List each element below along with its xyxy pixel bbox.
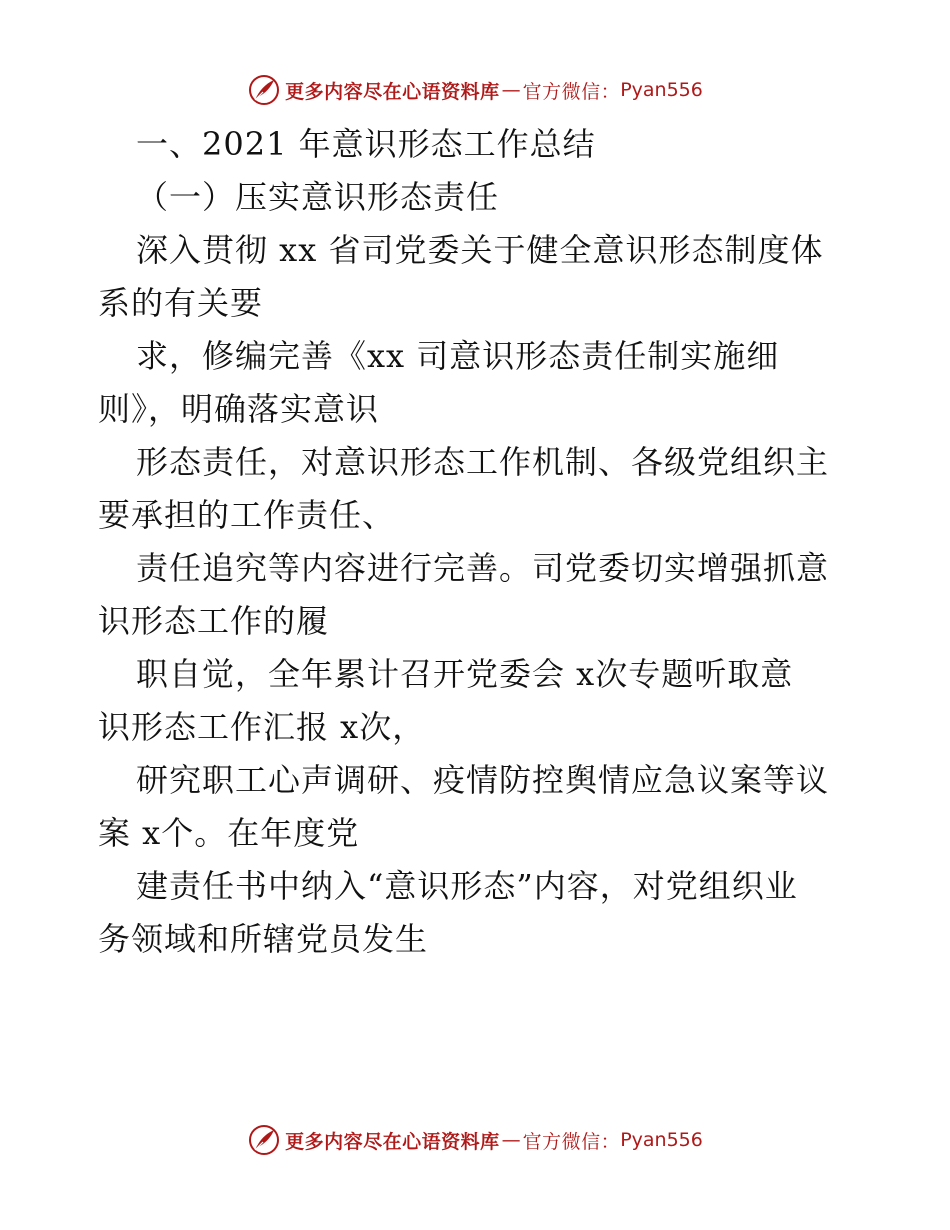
paragraph-line: 识形态工作汇报 x次， (98, 708, 426, 746)
banner-dash: — (501, 79, 521, 101)
paragraph-line: 建责任书中纳入“意识形态”内容，对党组织业 (136, 867, 798, 905)
banner-wechat-label: 官方微信： (522, 80, 621, 103)
footer-banner (0, 1118, 950, 1162)
paragraph-line: 求，修编完善《xx 司意识形态责任制实施细 (136, 337, 780, 375)
header-banner (0, 68, 950, 112)
document-body (98, 118, 858, 966)
section-heading: 一、2021 年意识形态工作总结 (136, 125, 596, 163)
paragraph-line: 责任追究等内容进行完善。司党委切实增强抓意 (136, 549, 830, 587)
paragraph-line: 识形态工作的履 (98, 602, 330, 640)
banner-wechat-label: 官方微信： (522, 1130, 621, 1153)
banner-brand: 更多内容尽在心语资料库 (285, 1130, 500, 1153)
paragraph-line: 深入贯彻 xx 省司党委关于健全意识形态制度体 (136, 231, 824, 269)
banner-wechat-id: Pyan556 (620, 79, 703, 101)
subsection-heading: （一）压实意识形态责任 (136, 178, 500, 216)
paragraph-line: 务领域和所辖党员发生 (98, 920, 429, 958)
paragraph-line: 系的有关要 (98, 284, 264, 322)
banner-brand: 更多内容尽在心语资料库 (285, 80, 500, 103)
paragraph-line: 案 x个。在年度党 (98, 814, 360, 852)
paragraph-line: 职自觉，全年累计召开党委会 x次专题听取意 (136, 655, 794, 693)
banner-wechat-id: Pyan556 (620, 1129, 703, 1151)
paragraph-line: 则》，明确落实意识 (98, 390, 380, 428)
paragraph-line: 形态责任，对意识形态工作机制、各级党组织主 (136, 443, 830, 481)
feather-pen-icon (247, 73, 281, 107)
feather-pen-icon (247, 1123, 281, 1157)
paragraph-line: 要承担的工作责任、 (98, 496, 396, 534)
paragraph-line: 研究职工心声调研、疫情防控舆情应急议案等议 (136, 761, 830, 799)
banner-dash: — (501, 1129, 521, 1151)
